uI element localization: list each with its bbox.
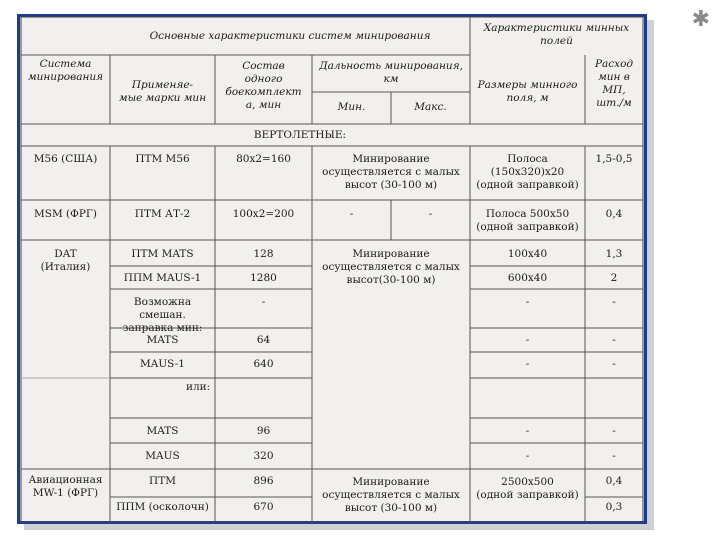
cell-or-label: или: bbox=[186, 381, 211, 393]
cell-set-dat-3: - bbox=[261, 296, 266, 308]
cell-system-dat: DAT (Италия) bbox=[40, 248, 91, 273]
cell-mine-dat-1: ПТМ MATS bbox=[131, 248, 194, 260]
cell-set-dat-2: 1280 bbox=[250, 272, 277, 284]
cell-cons-msm: 0,4 bbox=[605, 208, 623, 220]
cell-set-dat-6: 96 bbox=[256, 425, 271, 437]
cell-size-dat-1: 100х40 bbox=[507, 248, 548, 260]
header-range: Дальность минирования, км bbox=[319, 60, 463, 85]
cell-set-m56: 80х2=160 bbox=[236, 153, 291, 165]
cell-min-msm: - bbox=[349, 208, 354, 220]
cell-mine-dat-2: ППМ MAUS-1 bbox=[123, 272, 202, 284]
cell-size-mw1: 2500х500 (одной заправкой) bbox=[476, 476, 579, 501]
cell-size-dat-3: - bbox=[525, 296, 530, 308]
cell-size-dat-2: 600х40 bbox=[507, 272, 548, 284]
cell-cons-mw1-2: 0,3 bbox=[605, 501, 623, 513]
asterisk-icon: ✱ bbox=[691, 7, 710, 32]
cell-size-msm: Полоса 500х50 (одной заправкой) bbox=[476, 208, 579, 233]
cell-cons-dat-7: - bbox=[612, 450, 616, 462]
cell-mine-msm: ПТМ АТ-2 bbox=[134, 208, 191, 220]
cell-mine-dat-4: MATS bbox=[146, 334, 179, 346]
header-system: Система минирования bbox=[27, 58, 104, 83]
cell-cons-dat-1: 1,3 bbox=[605, 248, 623, 260]
cell-mine-dat-5: MAUS-1 bbox=[140, 358, 185, 370]
header-set: Состав одного боекомплект а, мин bbox=[225, 60, 302, 111]
header-size: Размеры минного поля, м bbox=[477, 79, 578, 104]
cell-cons-dat-4: - bbox=[612, 334, 616, 346]
cell-system-m56: М56 (США) bbox=[33, 153, 98, 165]
cell-range-m56: Минирование осуществляется с малых высот (30-100 м) bbox=[322, 153, 460, 191]
cell-size-dat-4: - bbox=[525, 334, 530, 346]
cell-size-dat-7: - bbox=[525, 450, 530, 462]
header-range-max: Макс. bbox=[414, 101, 447, 113]
cell-size-dat-6: - bbox=[525, 425, 530, 437]
cell-set-dat-7: 320 bbox=[253, 450, 274, 462]
cell-mine-m56: ПТМ М56 bbox=[135, 153, 190, 165]
header-consumption: Расход мин в МП, шт./м bbox=[594, 58, 634, 109]
header-range-min: Мин. bbox=[337, 101, 366, 113]
cell-size-dat-5: - bbox=[525, 358, 530, 370]
cell-mine-mw1-2: ППМ (осколочн) bbox=[116, 501, 209, 513]
cell-cons-dat-5: - bbox=[612, 358, 616, 370]
cell-cons-mw1-1: 0,4 bbox=[605, 475, 623, 487]
cell-mine-dat-7: MAUS bbox=[145, 450, 180, 462]
cell-cons-dat-3: - bbox=[612, 296, 616, 308]
cell-cons-dat-6: - bbox=[612, 425, 616, 437]
cell-mine-dat-3: Возможна смешан. заправка мин: bbox=[122, 296, 203, 334]
cell-system-mw1: Авиационная MW-1 (ФРГ) bbox=[28, 474, 103, 499]
cell-range-mw1: Минирование осуществляется с малых высот (30-100 м) bbox=[322, 476, 460, 514]
header-mines: Применяе- мые марки мин bbox=[118, 79, 207, 104]
header-main: Основные характеристики систем минирования bbox=[149, 30, 431, 42]
header-minefield: Характеристики минных полей bbox=[483, 22, 630, 47]
cell-mine-mw1-1: ПТМ bbox=[149, 475, 176, 487]
cell-set-dat-1: 128 bbox=[253, 248, 274, 260]
section-heading-helicopter: ВЕРТОЛЕТНЫЕ: bbox=[253, 129, 347, 141]
cell-size-m56: Полоса (150х320)х20 (одной заправкой) bbox=[476, 153, 579, 191]
cell-range-dat: Минирование осуществляется с малых высот(30-100 м) bbox=[322, 248, 460, 286]
cell-cons-dat-2: 2 bbox=[610, 272, 618, 284]
cell-mine-dat-6: MATS bbox=[146, 425, 179, 437]
cell-set-msm: 100х2=200 bbox=[232, 208, 295, 220]
cell-cons-m56: 1,5-0,5 bbox=[595, 153, 633, 165]
cell-set-dat-4: 64 bbox=[256, 334, 271, 346]
cell-set-mw1-1: 896 bbox=[253, 475, 274, 487]
cell-set-dat-5: 640 bbox=[253, 358, 274, 370]
cell-set-mw1-2: 670 bbox=[253, 501, 274, 513]
cell-max-msm: - bbox=[428, 208, 433, 220]
cell-system-msm: MSM (ФРГ) bbox=[34, 208, 97, 220]
